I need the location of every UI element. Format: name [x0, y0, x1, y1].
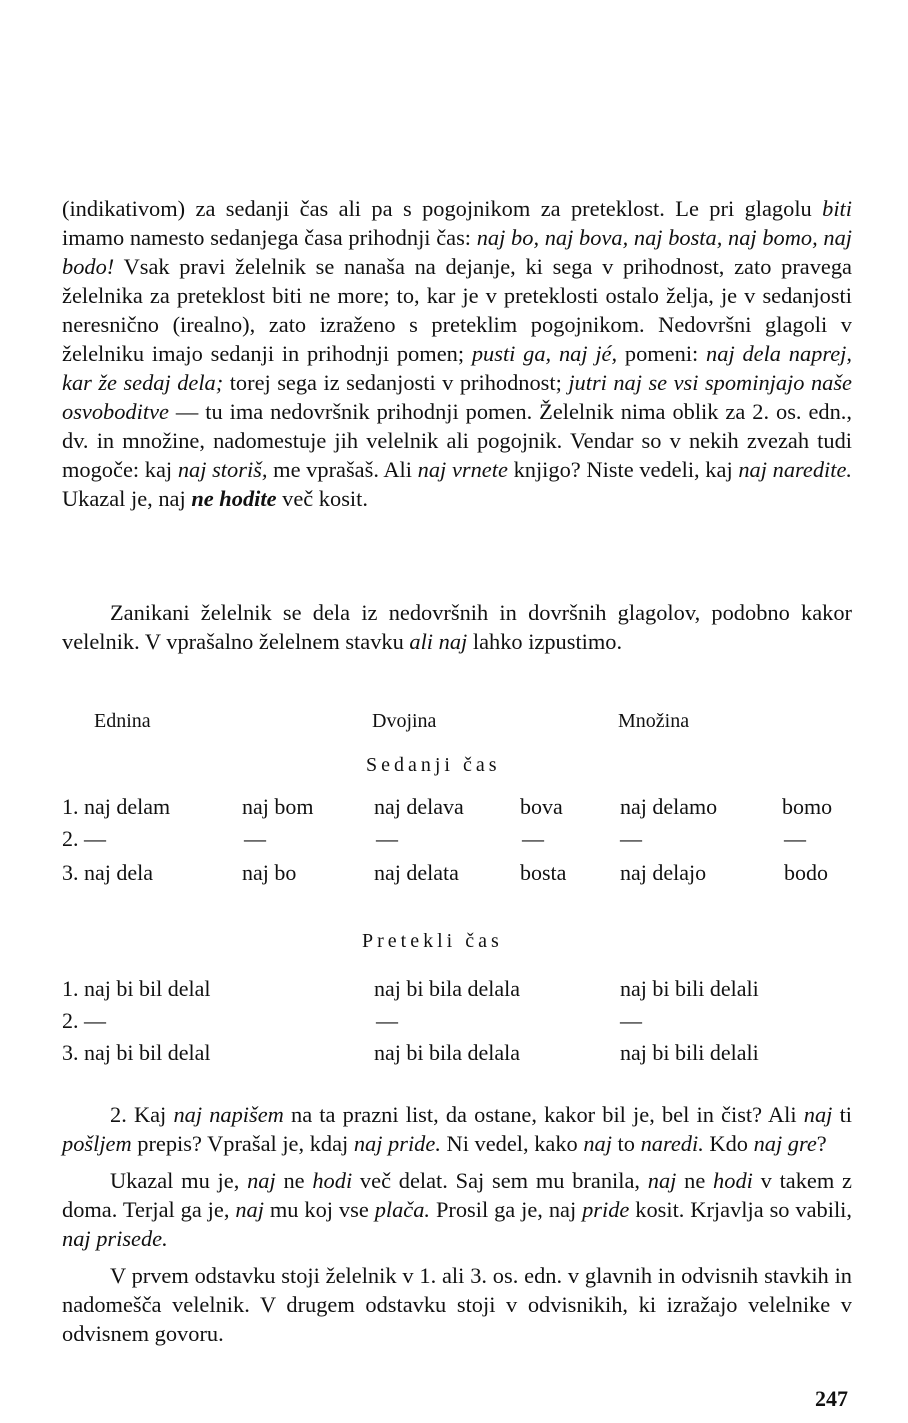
paragraph: [62, 1100, 852, 1158]
paragraph: [62, 1166, 852, 1253]
header-mnozina: Množina: [618, 710, 690, 732]
text-bold-italic: ne hodite: [191, 486, 277, 511]
text: to: [611, 1131, 641, 1156]
cell: 2. —: [62, 1008, 106, 1033]
text-italic: naj napišem: [173, 1102, 284, 1127]
cell: naj bi bili delali: [620, 1040, 759, 1065]
text: ne: [676, 1168, 714, 1193]
text: več delat. Saj sem mu branila,: [352, 1168, 648, 1193]
text: Zanikani želelnik se dela iz nedovršnih in dovršnih glagolov, podobno kakor velelnik. V vprašalno želelnem stavku: [62, 600, 852, 654]
cell: naj delajo: [620, 860, 707, 885]
page-number: 247: [815, 1386, 848, 1411]
past-tense-title: Pretekli čas: [362, 930, 503, 952]
text: imamo namesto sedanjega časa prihodnji čas:: [62, 225, 477, 250]
text: ?: [816, 1131, 827, 1156]
text: Vsak pravi želelnik se nanaša na dejanje, ki sega v prihodnost, zato pravega želelnika za preteklost biti ne more; to, kar je v preteklosti ostalo želja, je v sedanjosti neresnično (irealno), zato izraženo s preteklim pogojnikom. Nedovršni glagoli v želelniku imajo sedanji in prihodnji pomen;: [62, 254, 852, 366]
cell: naj delamo: [620, 794, 718, 819]
text-italic: naj vrnete: [417, 457, 508, 482]
cell: bosta: [520, 860, 567, 885]
text-italic: naredi.: [640, 1131, 704, 1156]
text-italic: naj: [647, 1168, 677, 1193]
cell: 1. naj delam: [62, 794, 171, 819]
cell: naj bi bili delali: [620, 976, 759, 1001]
text: Prosil ga je, naj: [430, 1197, 583, 1222]
header-ednina: Ednina: [94, 710, 151, 732]
text-italic: hodi: [312, 1168, 353, 1193]
text: knjigo? Niste vedeli, kaj: [507, 457, 739, 482]
text-italic: naj: [247, 1168, 276, 1193]
cell: —: [522, 826, 544, 851]
cell: 2. —: [62, 826, 106, 851]
text-italic: naj pride.: [353, 1131, 441, 1156]
text-italic: plača.: [374, 1197, 431, 1222]
text: lahko izpustimo.: [467, 629, 623, 654]
text: Kdo: [703, 1131, 754, 1156]
paragraph: [62, 598, 852, 656]
text-italic: naj: [235, 1197, 264, 1222]
cell: naj delava: [374, 794, 464, 819]
text: ne: [275, 1168, 313, 1193]
text-italic: pusti ga, naj jé,: [471, 341, 618, 366]
text: Ni vedel, kako: [440, 1131, 584, 1156]
paragraph-zanikani: [62, 598, 852, 656]
text: (indikativom) za sedanji čas ali pa s pogojnikom za preteklost. Le pri glagolu: [62, 196, 823, 221]
text: Ukazal je, naj: [62, 486, 192, 511]
header-dvojina: Dvojina: [372, 710, 437, 732]
examples-section: [62, 1100, 852, 1356]
text-italic: naj: [583, 1131, 612, 1156]
text: mu koj vse: [263, 1197, 375, 1222]
paragraph-indikativ: [62, 194, 852, 513]
text-italic: naj storiš,: [177, 457, 268, 482]
text-italic: naj dela naprej, kar že sedaj dela;: [62, 341, 852, 395]
cell: naj bi bila delala: [374, 976, 520, 1001]
cell: bodo: [784, 860, 828, 885]
text-italic: naj prisede.: [62, 1226, 168, 1251]
text: več kosit.: [276, 486, 368, 511]
text: na ta prazni list, da ostane, kakor bil je, bel in čist? Ali: [283, 1102, 804, 1127]
cell: —: [376, 1008, 398, 1033]
cell: —: [620, 826, 642, 851]
cell: 3. naj bi bil delal: [62, 1040, 211, 1065]
text-italic: pošljem: [62, 1131, 132, 1156]
text: 2. Kaj: [110, 1102, 174, 1127]
cell: naj bom: [242, 794, 314, 819]
cell: naj delata: [374, 860, 459, 885]
cell: naj bo: [242, 860, 297, 885]
text-italic: naj gre: [753, 1131, 817, 1156]
present-tense-title: Sedanji čas: [366, 754, 501, 776]
cell: —: [376, 826, 398, 851]
cell: bomo: [782, 794, 833, 819]
text-italic: pride: [582, 1197, 630, 1222]
text-italic: ali naj: [409, 629, 468, 654]
text-italic: jutri naj se vsi spominjajo naše osvoboditve: [62, 370, 852, 424]
text: me vprašaš. Ali: [267, 457, 418, 482]
text-italic: naj naredite.: [738, 457, 853, 482]
paragraph: V prvem odstavku stoji želelnik v 1. ali 3. os. edn. v glavnih in odvisnih stavkih in nadomešča velelnik. V drugem odstavku stoji v odvisnikih, ki izražajo velelnike v odvisnem govoru.: [62, 1263, 852, 1346]
cell: 3. naj dela: [62, 860, 154, 885]
text-italic: hodi: [713, 1168, 753, 1193]
text: — tu ima nedovršnik prihodnji pomen. Želelnik nima oblik za 2. os. edn., dv. in množine, nadomestuje jih velelnik ali pogojnik. Vendar so v nekih zvezah tudi mogoče: kaj: [62, 399, 852, 482]
cell: —: [784, 826, 806, 851]
cell: —: [620, 1008, 642, 1033]
cell: 1. naj bi bil delal: [62, 976, 211, 1001]
cell: —: [244, 826, 266, 851]
text-italic: naj: [803, 1102, 833, 1127]
text-italic: naj bo, naj bova, naj bosta, naj bomo, naj bodo!: [62, 225, 852, 279]
cell: naj bi bila delala: [374, 1040, 520, 1065]
text: Ukazal mu je,: [110, 1168, 248, 1193]
text-italic: biti: [822, 196, 852, 221]
cell: bova: [520, 794, 563, 819]
text: pomeni:: [617, 341, 707, 366]
text: ti: [832, 1102, 853, 1127]
text: v takem z doma. Terjal ga je,: [62, 1168, 852, 1222]
text: kosit. Krjavlja so vabili,: [629, 1197, 852, 1222]
text: torej sega iz sedanjosti v prihodnost;: [223, 370, 569, 395]
text: prepis? Vprašal je, kdaj: [131, 1131, 354, 1156]
